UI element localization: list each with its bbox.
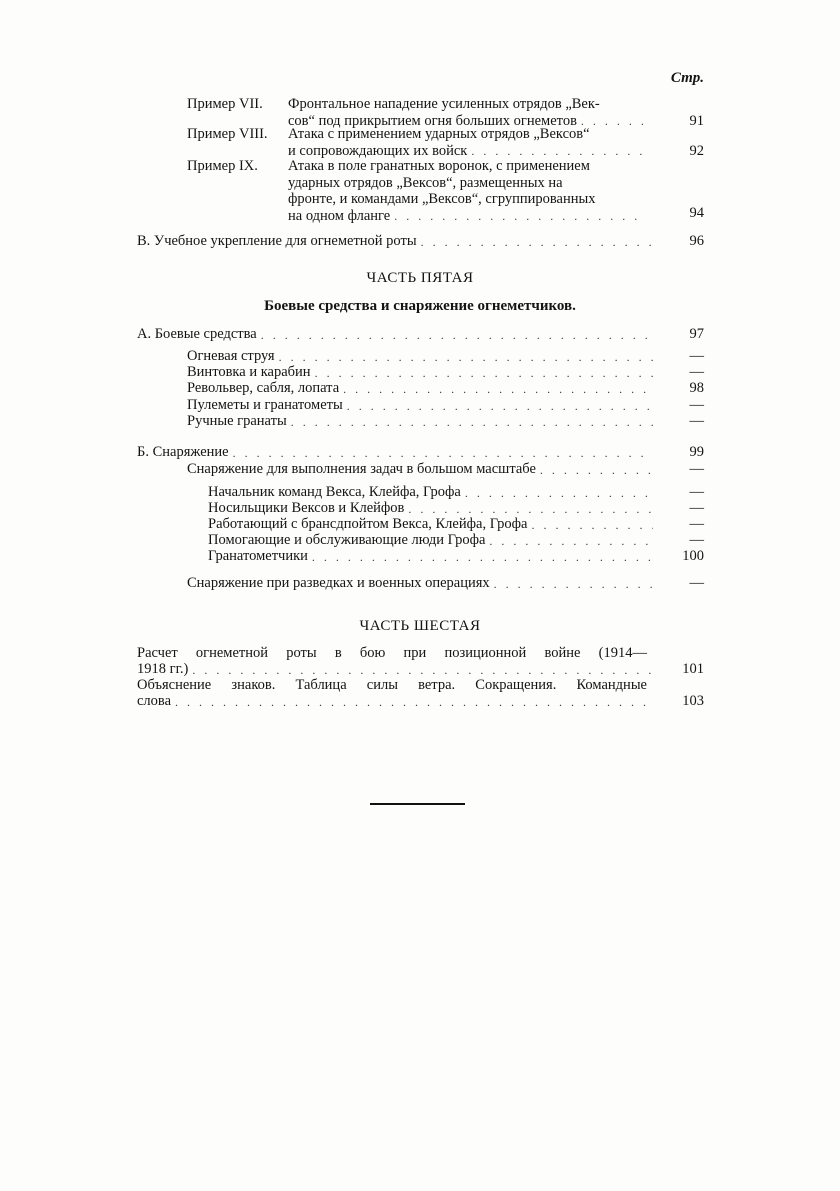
section-divider-rule	[370, 803, 465, 805]
toc-subitem: Помогающие и обслуживающие люди Грофа . . .	[208, 532, 657, 549]
toc-entry-text: В. Учебное укрепление для огнеметной роты	[137, 233, 417, 249]
leader-dots	[471, 144, 644, 159]
part-subtitle: Боевые средства и снаряжение огнеметчиков.	[264, 298, 576, 314]
leader-dots	[394, 209, 644, 224]
toc-entry	[137, 233, 657, 250]
page-number: —	[689, 532, 704, 548]
leader-dots	[192, 663, 653, 678]
example-entry	[187, 96, 704, 130]
example-text-line: Атака с применением ударных отрядов „Вексов“	[288, 126, 590, 142]
section-label: Б. Снаряжение	[137, 444, 229, 460]
leader-dots	[494, 577, 653, 592]
example-entry	[187, 158, 704, 226]
toc-entry: 1918 гг.) . . .	[137, 661, 657, 678]
toc-entry-line: Расчет огнеметной роты в бою при позиционной войне (1914—	[137, 645, 647, 661]
toc-item: Огневая струя . . .	[187, 348, 657, 365]
part-title: ЧАСТЬ ШЕСТАЯ	[359, 618, 481, 634]
leader-dots	[312, 550, 653, 565]
toc-item: Ручные гранаты . . .	[187, 413, 657, 430]
toc-subitem: Гранатометчики . . .	[208, 548, 657, 565]
example-text-line: сов“ под прикрытием огня больших огнеметов	[288, 112, 577, 129]
toc-item: Револьвер, сабля, лопата . . .	[187, 380, 657, 397]
page-number: 100	[682, 548, 704, 564]
toc-subitem: Начальник команд Векса, Клейфа, Грофа . . .	[208, 484, 657, 501]
leader-dots	[315, 366, 653, 381]
page-number: 97	[689, 326, 704, 342]
example-text-line: Фронтальное нападение усиленных отрядов „Век-	[288, 96, 600, 112]
leader-dots	[291, 415, 653, 430]
toc-entry: слова . . .	[137, 693, 657, 710]
page-number: —	[689, 397, 704, 413]
section-heading	[137, 326, 657, 343]
leader-dots	[421, 235, 653, 250]
toc-item: Снаряжение для выполнения задач в большом масштабе . . .	[187, 461, 657, 478]
toc-entry-line: Объяснение знаков. Таблица силы ветра. Сокращения. Командные	[137, 677, 647, 693]
page-number: 98	[689, 380, 704, 396]
leader-dots	[347, 399, 653, 414]
example-label: Пример IX.	[187, 158, 258, 174]
page-number: 92	[689, 143, 704, 159]
example-text-line: Атака в поле гранатных воронок, с применением	[288, 158, 590, 174]
example-label: Пример VIII.	[187, 126, 268, 142]
page-column-label: Стр.	[670, 70, 704, 86]
leader-dots	[465, 486, 653, 501]
page-number: 96	[689, 233, 704, 249]
leader-dots	[532, 518, 654, 533]
toc-item: Пулеметы и гранатометы . . .	[187, 397, 657, 414]
example-entry	[187, 126, 704, 160]
page-number: 99	[689, 444, 704, 460]
section-label: А. Боевые средства	[137, 326, 257, 342]
toc-subitem: Носильщики Вексов и Клейфов . . .	[208, 500, 657, 517]
toc-subitem: Работающий с брансдпойтом Векса, Клейфа, Грофа . . .	[208, 516, 657, 533]
page-number: 101	[682, 661, 704, 677]
page-number: —	[689, 500, 704, 516]
page-number: —	[689, 575, 704, 591]
leader-dots	[343, 382, 653, 397]
page-number: —	[689, 364, 704, 380]
leader-dots	[175, 695, 653, 710]
leader-dots	[489, 534, 653, 549]
example-text-line: ударных отрядов „Вексов“, размещенных на	[288, 174, 563, 191]
leader-dots	[233, 446, 653, 461]
example-label: Пример VII.	[187, 96, 263, 112]
page-number: 94	[689, 205, 704, 221]
leader-dots	[408, 502, 653, 517]
page-number: —	[689, 484, 704, 500]
example-text-line: и сопровождающих их войск	[288, 142, 468, 159]
example-text-line: фронте, и командами „Вексов“, сгруппированных	[288, 191, 596, 207]
page-number: —	[689, 413, 704, 429]
page-number: —	[689, 461, 704, 477]
section-heading	[137, 444, 657, 461]
toc-item: Снаряжение при разведках и военных операциях . . .	[187, 575, 657, 592]
toc-item: Винтовка и карабин . . .	[187, 364, 657, 381]
page-number: —	[689, 348, 704, 364]
page-number: —	[689, 516, 704, 532]
page-number: 91	[689, 113, 704, 129]
leader-dots	[279, 350, 653, 365]
page-number: 103	[682, 693, 704, 709]
example-text-line: на одном фланге	[288, 207, 391, 224]
part-title: ЧАСТЬ ПЯТАЯ	[366, 270, 474, 286]
leader-dots	[261, 328, 653, 343]
leader-dots	[540, 463, 653, 478]
